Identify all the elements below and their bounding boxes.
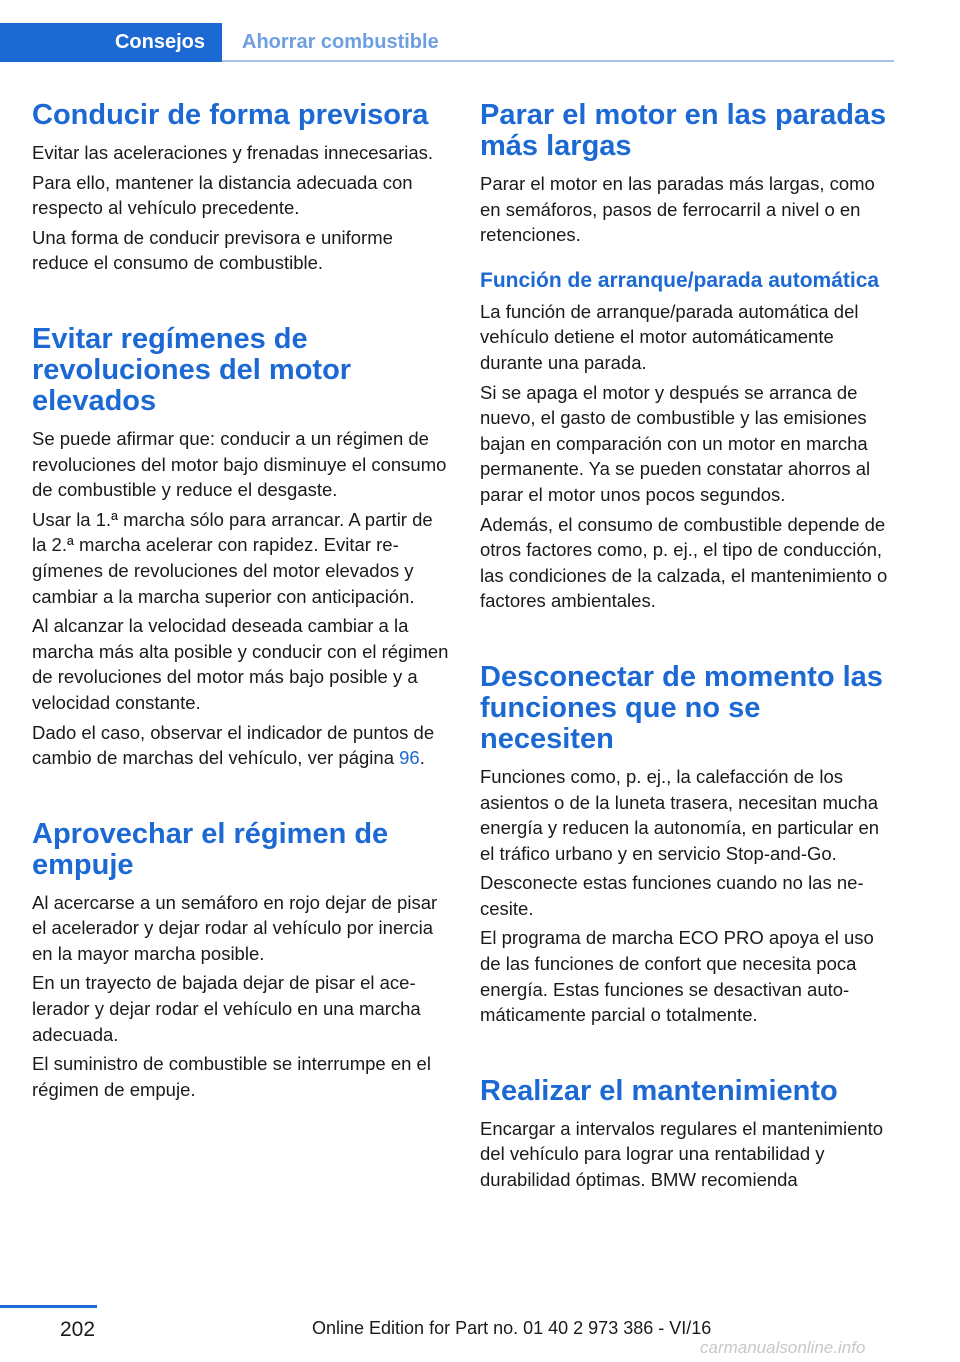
paragraph: Funciones como, p. ej., la calefacción de los asientos o de la luneta trasera, necesitan mucha energía y reducen la autonomía, en particular en el tráfico urbano y en servicio Stop-and-Go. (480, 765, 880, 864)
paragraph: Además, el consumo de combustible depende de otros factores como, p. ej., el tipo de conducción, las condiciones de la calzada, el mantenimiento o factores ambientales. (480, 513, 888, 612)
edition-label: Online Edition for Part no. 01 40 2 973 386 - VI/16 (312, 1318, 712, 1338)
left-column (32, 100, 450, 1102)
chapter-tab[interactable] (0, 23, 222, 62)
paragraph: Al alcanzar la velocidad deseada cambiar a la marcha más alta posible y conducir con el régimen de revoluciones del motor más bajo posible y a velocidad constante. (32, 615, 449, 713)
paragraph: Desconecte estas funciones cuando no las necesite. (480, 872, 864, 919)
paragraph: Para ello, mantener la distancia adecuada con respecto al vehículo precedente. (32, 171, 413, 219)
paragraph: Evitar las aceleraciones y frenadas innecesarias. (32, 142, 434, 163)
chapter-tab-label: Consejos (114, 31, 205, 53)
paragraph: Se puede afirmar que: conducir a un régimen de revoluciones del motor bajo disminuye el consumo de combustible y reduce el desgaste. (32, 427, 447, 501)
paragraph: Usar la 1.ª marcha sólo para arrancar. A partir de la 2.ª marcha acelerar con rapidez. Evitar regímenes de revoluciones del motor elevados y cambiar a la marcha superior con anticipación. (32, 508, 433, 607)
paragraph: Una forma de conducir previsora e uniforme reduce el consumo de combustible. (32, 226, 393, 274)
subsection-title: Función de arranque/parada automática (480, 268, 880, 292)
page-number: 202 (60, 1318, 96, 1341)
paragraph: En un trayecto de bajada dejar de pisar el acelerador y dejar rodar el vehículo en una marcha adecuada. (32, 972, 421, 1045)
paragraph: Encargar a intervalos regulares el mantenimiento del vehículo para lograr una rentabilidad y durabilidad óptimas. BMW recomienda (480, 1117, 884, 1191)
section-title: Realizar el mantenimiento (480, 1074, 838, 1107)
footer-divider (0, 1305, 97, 1308)
paragraph-end: . (419, 747, 425, 769)
section-title: Aprovechar el régimen de empuje (32, 817, 389, 881)
paragraph: El suministro de combustible se interrumpe en el régimen de empuje. (32, 1053, 431, 1100)
paragraph: Al acercarse a un semáforo en rojo dejar de pisar el acelerador y dejar rodar al vehículo por inercia en la mayor marcha posible. (32, 891, 438, 964)
watermark: carmanualsonline.info (700, 1338, 866, 1357)
paragraph-text: Dado el caso, observar el indicador de puntos de cambio de marchas del vehículo, ver página (32, 721, 435, 769)
paragraph (32, 720, 450, 771)
section-title: Desconectar de momento las funciones que no se necesiten (480, 660, 883, 755)
page-reference-link[interactable]: 96 (399, 747, 420, 769)
paragraph: El programa de marcha ECO PRO apoya el uso de las funciones de confort que necesita poca energía. Estas funciones se desactivan automáticamente parcial o totalmente. (480, 927, 874, 1026)
paragraph: La función de arranque/parada automática del vehículo detiene el motor automáticamente durante una parada. (480, 300, 859, 373)
section-title: Evitar regímenes de revoluciones del motor elevados (32, 322, 352, 417)
header-divider (222, 60, 894, 62)
right-column (480, 100, 898, 1193)
section-title: Conducir de forma previsora (32, 99, 429, 131)
paragraph: Parar el motor en las paradas más largas, como en semáforos, pasos de ferrocarril a nivel o en retenciones. (480, 173, 875, 246)
paragraph: Si se apaga el motor y después se arranca de nuevo, el gasto de combustible y las emisiones bajan en comparación con un motor en marcha permanente. Ya se pueden constatar ahorros al parar el motor unos pocos segundos. (480, 381, 871, 505)
section-title: Parar el motor en las paradas más largas (480, 99, 887, 162)
section-tab[interactable]: Ahorrar combustible (242, 31, 439, 53)
